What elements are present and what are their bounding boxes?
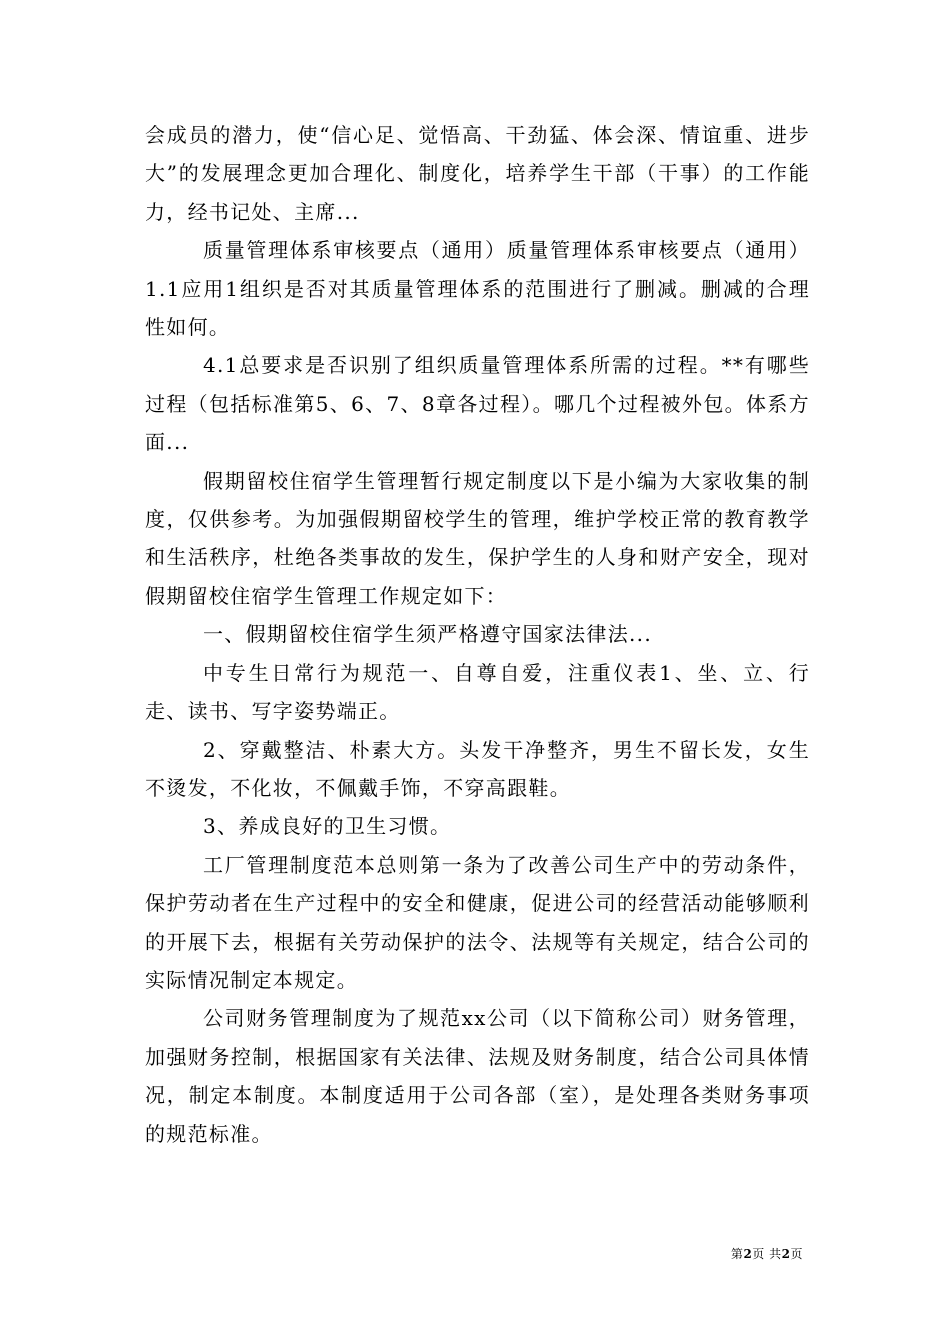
paragraph-student-hygiene: 3、养成良好的卫生习惯。 xyxy=(203,814,452,839)
paragraph-quality-audit: 质量管理体系审核要点（通用）质量管理体系审核要点（通用）1.1应用1组织是否对其质量管理体系的范围进行了删减。删减的合理性如何。 xyxy=(145,238,810,340)
paragraph-general-requirements: 4.1总要求是否识别了组织质量管理体系所需的过程。**有哪些过程（包括标准第5、6、7、8章各过程）。哪几个过程被外包。体系方面... xyxy=(145,353,810,455)
paragraph-student-dress: 2、穿戴整洁、朴素大方。头发干净整齐，男生不留长发，女生不烫发，不化妆，不佩戴手饰，不穿高跟鞋。 xyxy=(145,737,810,800)
paragraph-factory-rules: 工厂管理制度范本总则第一条为了改善公司生产中的劳动条件，保护劳动者在生产过程中的安全和健康，促进公司的经营活动能够顺利的开展下去，根据有关劳动保护的法令、法规等有关规定，结合公司的实际情况制定本规定。 xyxy=(145,852,810,992)
paragraph-holiday-dorm-item-1: 一、假期留校住宿学生须严格遵守国家法律法... xyxy=(203,622,652,647)
document-body xyxy=(145,116,810,1153)
paragraph-finance-rules: 公司财务管理制度为了规范xx公司（以下简称公司）财务管理，加强财务控制，根据国家有关法律、法规及财务制度，结合公司具体情况，制定本制度。本制度适用于公司各部（室），是处理各类财务事项的规范标准。 xyxy=(145,1006,810,1146)
total-page-number: 2 xyxy=(781,1247,791,1261)
paragraph-continuation: 会成员的潜力，使“信心足、觉悟高、干劲猛、体会深、情谊重、进步大”的发展理念更加合理化、制度化，培养学生干部（干事）的工作能力，经书记处、主席... xyxy=(145,123,810,224)
page-number-footer xyxy=(731,1246,803,1262)
paragraph-holiday-dorm-rules: 假期留校住宿学生管理暂行规定制度以下是小编为大家收集的制度，仅供参考。为加强假期留校学生的管理，维护学校正常的教育教学和生活秩序，杜绝各类事故的发生，保护学生的人身和财产安全，现对假期留校住宿学生管理工作规定如下： xyxy=(145,468,810,608)
footer-suffix: 页 xyxy=(790,1247,803,1261)
current-page-number: 2 xyxy=(743,1247,753,1261)
footer-prefix: 第 xyxy=(730,1247,744,1261)
paragraph-student-conduct: 中专生日常行为规范一、自尊自爱，注重仪表1、坐、立、行走、读书、写字姿势端正。 xyxy=(145,660,810,724)
footer-middle: 页 共 xyxy=(752,1247,782,1261)
